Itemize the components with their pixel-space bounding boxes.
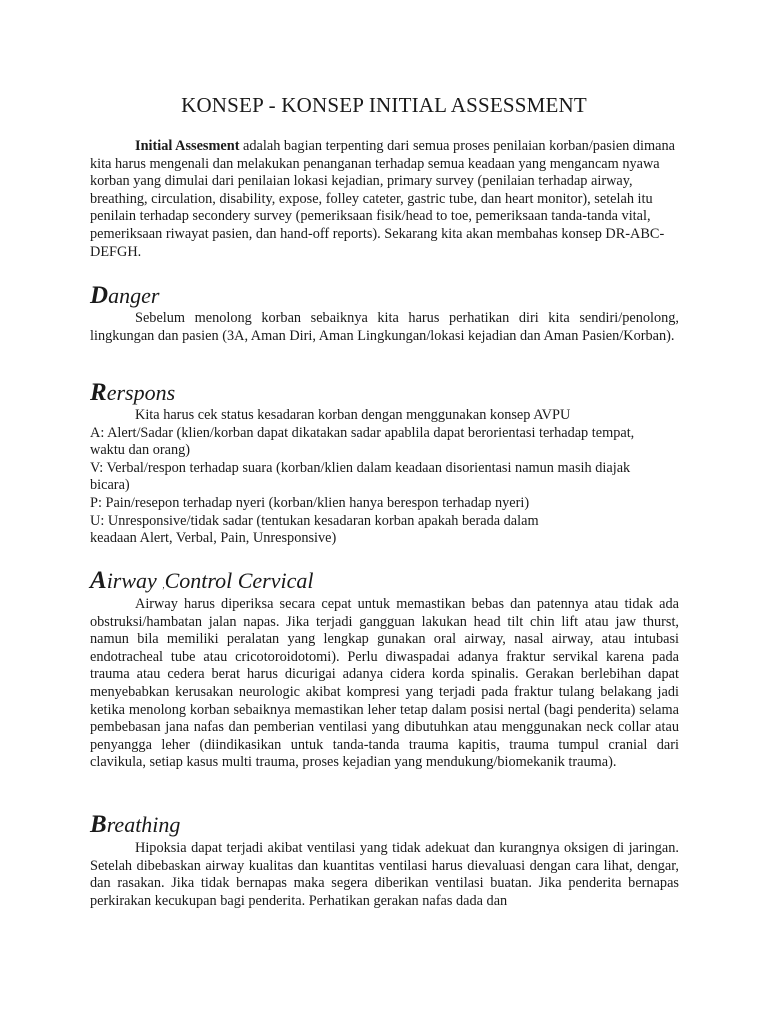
heading-airway-initial: A xyxy=(90,567,107,594)
intro-paragraph xyxy=(90,138,679,261)
airway-paragraph xyxy=(90,596,679,772)
avpu-line: keadaan Alert, Verbal, Pain, Unresponsive) xyxy=(90,530,337,547)
heading-breathing-rest: reathing xyxy=(106,812,181,837)
avpu-line: U: Unresponsive/tidak sadar (tentukan kesadaran korban apakah berada dalam xyxy=(90,512,539,529)
heading-danger-initial: D xyxy=(90,282,109,309)
avpu-line: A: Alert/Sadar (klien/korban dapat dikatakan sadar apablila dapat berorientasi terhadap tempat, xyxy=(90,424,635,441)
heading-airway-separator: , xyxy=(162,580,165,590)
respons-paragraph xyxy=(90,407,679,548)
avpu-line: P: Pain/resepon terhadap nyeri (korban/klien hanya berespon terhadap nyeri) xyxy=(90,494,530,511)
page-title: KONSEP - KONSEP INITIAL ASSESSMENT xyxy=(181,93,587,117)
heading-breathing xyxy=(90,812,180,838)
intro-text: adalah bagian terpenting dari semua proses penilaian korban/pasien dimana kita harus mengenali dan melakukan penanganan terhadap semua keadaan yang mengancam nyawa korban yang dimulai dari penilaian lokasi kejadian, primary survey (penilaian terhadap airway, breathing, circulation, disability, expose, folley cateter, gastric tube, dan heart monitor), setelah itu penilain terhadap secondery survey (pemeriksaan fisik/head to toe, pemeriksaan tanda-tanda vital, pemeriksaan riwayat pasien, dan hand-off reports). Sekarang kita akan membahas konsep DR-ABC-DEFGH. xyxy=(90,138,675,260)
danger-text: Sebelum menolong korban sebaiknya kita harus perhatikan diri kita sendiri/penolong, lingkungan dan pasien (3A, Aman Diri, Aman Lingkungan/lokasi kejadian dan Aman Pasien/Korban). xyxy=(90,310,679,344)
airway-text: Airway harus diperiksa secara cepat untuk memastikan bebas dan patennya atau tidak ada obstruksi/hambatan jalan napas. Jika terjadi gangguan lakukan head tilt chin lift atau jaw thurst, namun bila memiliki peralatan yang lengkap gunakan oral airway, nasal airway, atau intubasi endotracheal tube atau cricotoroidotomi). Perlu diwaspadai adanya fraktur servikal karena pada trauma atau cedera berat harus dicurigai adanya cidera korda spinalis. Gerakan berlebihan dapat menyebabkan kerusakan neurologic akibat kompresi yang terjadi pada fraktur tulang belakang jadi ketika menolong korban sebaiknya memastikan leher tetap dalam posisi nertal (bagi penderita) selama pembebasan jana nafas dan pemberian ventilasi yang dibutuhkan atau menggunakan neck collar atau penyangga leher (diindikasikan untuk tanda-tanda trauma kapitis, trauma tumpul cranial dari clavikula, setiap kasus multi trauma, proses kejadian yang mendukung/biomekanik trauma). xyxy=(90,596,679,771)
avpu-line: bicara) xyxy=(90,477,130,494)
danger-paragraph xyxy=(90,310,679,345)
heading-airway xyxy=(90,568,313,598)
heading-respons xyxy=(90,380,175,406)
heading-danger-rest: anger xyxy=(108,283,160,308)
heading-airway-rest: irway xyxy=(106,568,163,593)
respons-intro-line xyxy=(90,407,679,425)
avpu-line: V: Verbal/respon terhadap suara (korban/klien dalam keadaan disorientasi namun masih diajak xyxy=(90,459,631,476)
heading-airway-rest-2: Control Cervical xyxy=(164,568,314,593)
breathing-paragraph xyxy=(90,840,679,910)
breathing-text: Hipoksia dapat terjadi akibat ventilasi yang tidak adekuat dan kurangnya oksigen di jaringan. Setelah dibebaskan airway kualitas dan kuantitas ventilasi harus dievaluasi dengan cara lihat, dengar, dan rasakan. Jika tidak bernapas maka segera diberikan ventilasi buatan. Jika penderita bernapas perkirakan kecukupan bagi penderita. Perhatikan gerakan nafas dada dan xyxy=(90,840,679,909)
heading-respons-initial: R xyxy=(90,379,107,406)
heading-breathing-initial: B xyxy=(90,811,107,838)
heading-danger xyxy=(90,283,159,309)
intro-lead-term: Initial Assesment xyxy=(135,138,240,154)
heading-respons-rest: erspons xyxy=(106,380,176,405)
respons-intro: Kita harus cek status kesadaran korban dengan menggunakan konsep AVPU xyxy=(135,407,571,423)
avpu-line: waktu dan orang) xyxy=(90,442,191,459)
